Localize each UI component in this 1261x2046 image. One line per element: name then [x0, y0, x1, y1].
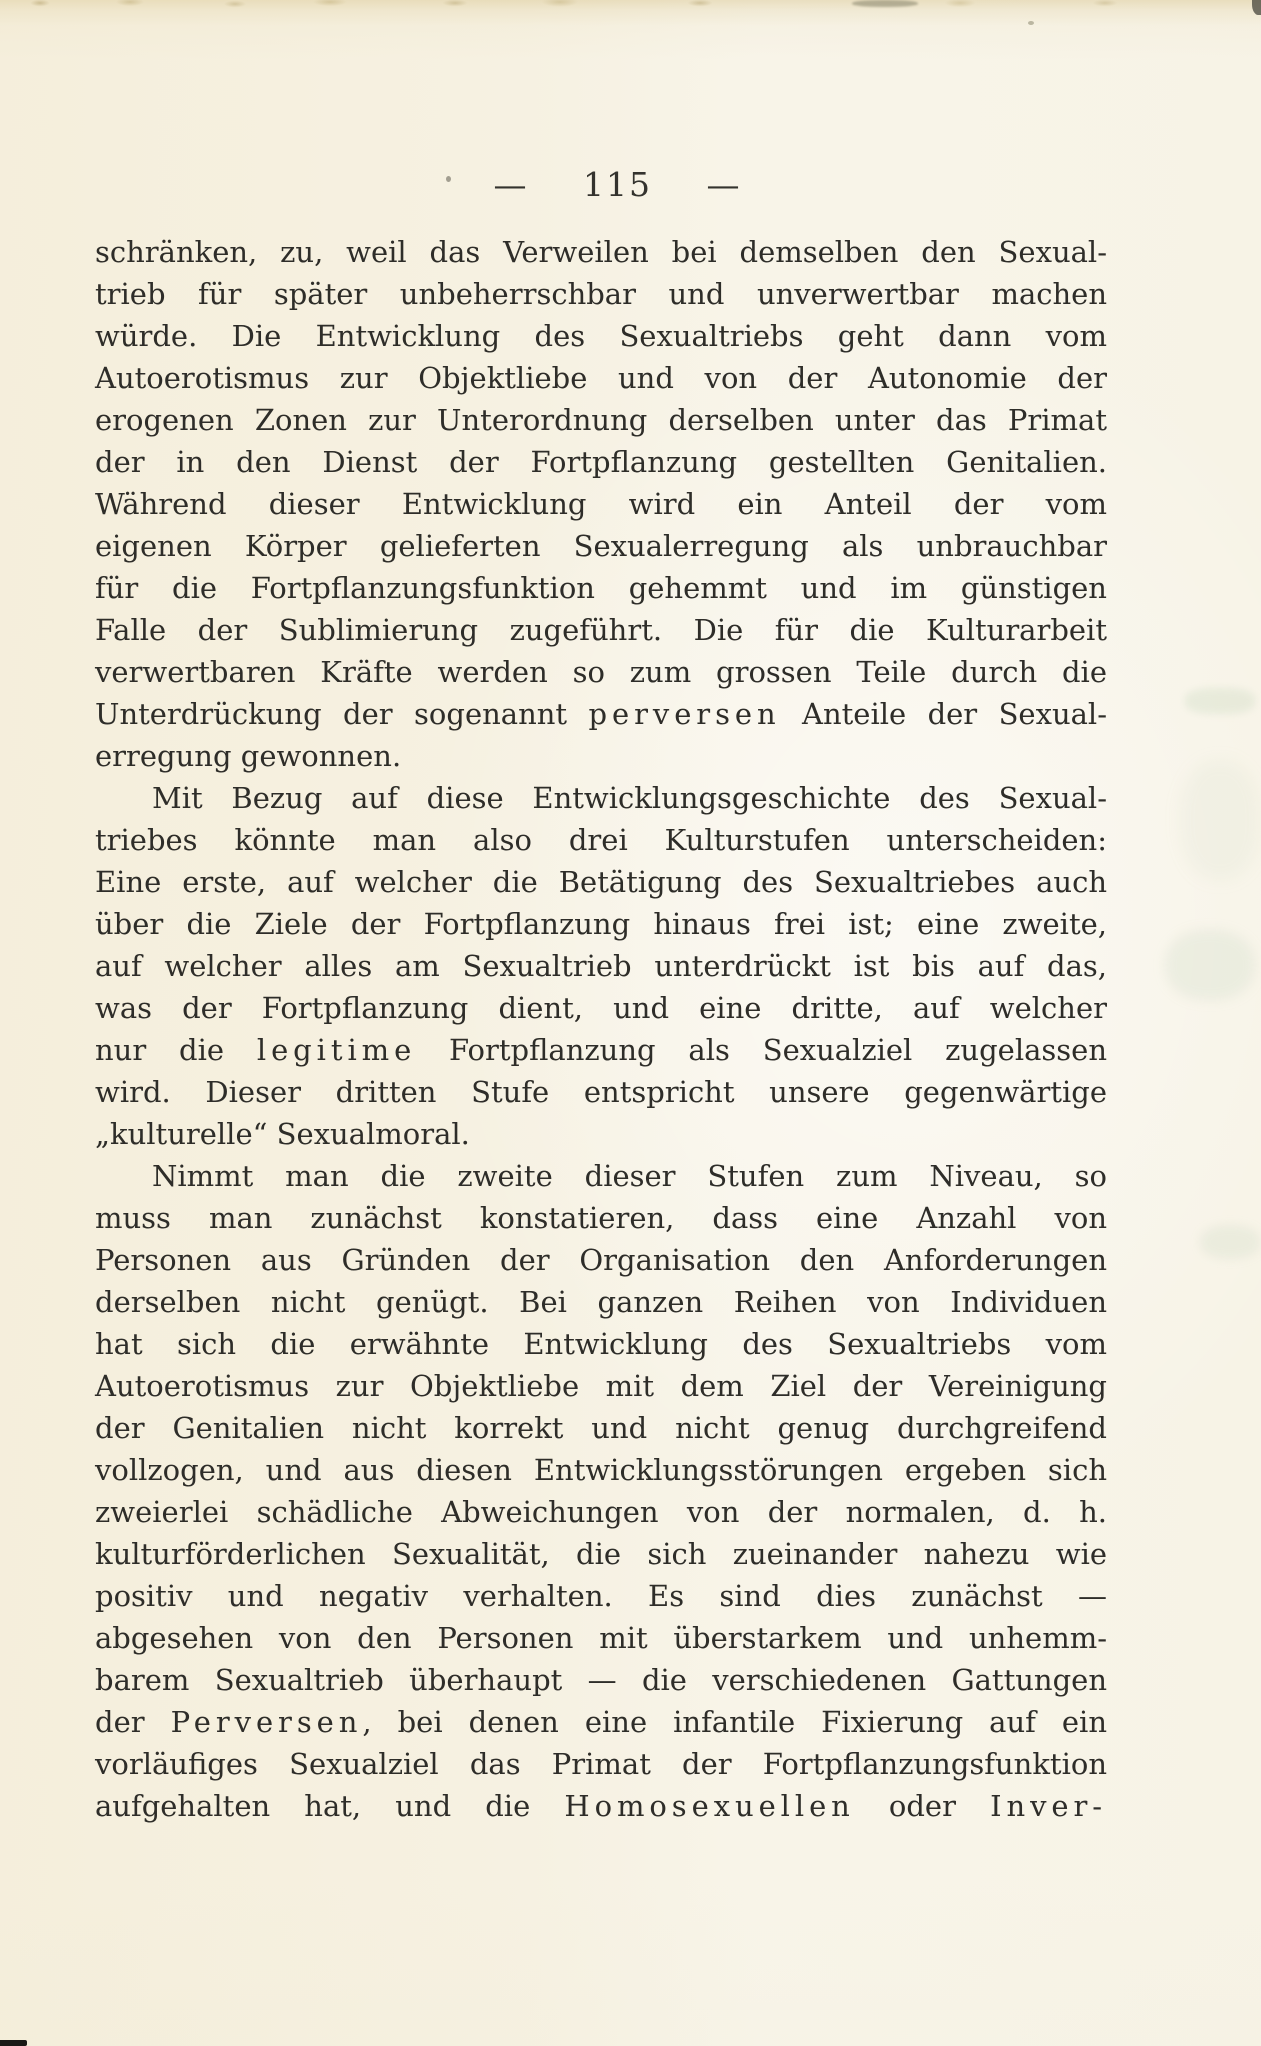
text-line	[95, 1449, 1107, 1491]
letterspaced-word: perversen	[588, 697, 781, 731]
text-segment: würde. Die Entwicklung des Sexualtriebs geht dann vom	[95, 319, 1107, 353]
text-line	[95, 1743, 1107, 1785]
text-segment: Autoerotismus zur Objektliebe mit dem Ziel der Vereinigung	[95, 1369, 1107, 1403]
text-segment: positiv und negativ verhalten. Es sind dies zunächst —	[95, 1579, 1107, 1613]
scan-mark-top-right	[1252, 0, 1261, 15]
text-line	[95, 1281, 1107, 1323]
text-segment: abgesehen von den Personen mit überstarkem und unhemm-	[95, 1621, 1107, 1655]
text-segment: der in den Dienst der Fortpflanzung gestellten Genitalien.	[95, 445, 1107, 479]
text-line	[95, 315, 1107, 357]
text-line	[95, 735, 1107, 777]
text-line	[95, 1407, 1107, 1449]
text-line	[95, 1701, 1107, 1743]
text-line	[95, 987, 1107, 1029]
text-line	[95, 1071, 1107, 1113]
text-line	[95, 945, 1107, 987]
text-line	[95, 483, 1107, 525]
text-segment: Anteile der Sexual-	[780, 697, 1107, 731]
text-segment: erregung gewonnen.	[95, 739, 402, 773]
text-line	[95, 273, 1107, 315]
text-segment: Personen aus Gründen der Organisation den Anforderungen	[95, 1243, 1107, 1277]
text-segment: Während dieser Entwicklung wird ein Anteil der vom	[95, 487, 1107, 521]
scan-green-bleed	[1180, 760, 1260, 880]
text-line	[95, 1113, 1107, 1155]
page-number: — 115 —	[493, 165, 742, 204]
letterspaced-word: legitime	[256, 1033, 417, 1067]
text-line	[95, 1029, 1107, 1071]
text-segment: über die Ziele der Fortpflanzung hinaus frei ist; eine zweite,	[95, 907, 1107, 941]
text-line	[95, 399, 1107, 441]
text-segment: Falle der Sublimierung zugeführt. Die für die Kulturarbeit	[95, 613, 1107, 647]
text-line	[95, 693, 1107, 735]
text-segment: Nimmt man die zweite dieser Stufen zum Niveau, so	[152, 1159, 1107, 1193]
letterspaced-word: Perversen	[170, 1705, 363, 1739]
text-line	[95, 1365, 1107, 1407]
text-segment: muss man zunächst konstatieren, dass eine Anzahl von	[95, 1201, 1107, 1235]
text-segment: schränken, zu, weil das Verweilen bei demselben den Sexual-	[95, 235, 1107, 269]
text-segment: trieb für später unbeherrschbar und unverwertbar machen	[95, 277, 1107, 311]
text-segment: „kulturelle“ Sexualmoral.	[95, 1117, 470, 1151]
text-segment: zweierlei schädliche Abweichungen von der normalen, d. h.	[95, 1495, 1107, 1529]
scan-green-bleed	[1200, 1225, 1260, 1259]
text-segment: Unterdrückung der sogenannt	[95, 697, 589, 731]
text-line	[95, 1533, 1107, 1575]
scan-smudge-top	[852, 0, 918, 7]
text-segment: derselben nicht genügt. Bei ganzen Reihen von Individuen	[95, 1285, 1107, 1319]
text-line	[95, 567, 1107, 609]
text-line	[95, 609, 1107, 651]
text-segment: der	[95, 1705, 171, 1739]
scan-green-bleed	[1185, 688, 1255, 714]
text-line	[95, 1239, 1107, 1281]
text-segment: hat sich die erwähnte Entwicklung des Sexualtriebs vom	[95, 1327, 1107, 1361]
text-line	[95, 1197, 1107, 1239]
letterspaced-word: Homosexuellen	[564, 1789, 855, 1823]
text-line	[95, 1785, 1107, 1827]
text-line	[95, 357, 1107, 399]
scan-speck	[1028, 21, 1034, 25]
text-line	[95, 1575, 1107, 1617]
text-segment: auf welcher alles am Sexualtrieb unterdrückt ist bis auf das,	[95, 949, 1107, 983]
text-line	[95, 1155, 1107, 1197]
text-segment: erogenen Zonen zur Unterordnung derselben unter das Primat	[95, 403, 1107, 437]
text-segment: nur die	[95, 1033, 257, 1067]
scan-green-bleed	[1165, 930, 1255, 1000]
text-segment: vorläufiges Sexualziel das Primat der Fortpflanzungsfunktion	[95, 1747, 1107, 1781]
text-line	[95, 1323, 1107, 1365]
text-segment: vollzogen, und aus diesen Entwicklungsstörungen ergeben sich	[95, 1453, 1107, 1487]
text-line	[95, 441, 1107, 483]
text-line	[95, 1617, 1107, 1659]
text-segment: der Genitalien nicht korrekt und nicht genug durchgreifend	[95, 1411, 1107, 1445]
text-segment: oder	[854, 1789, 991, 1823]
text-segment: eigenen Körper gelieferten Sexualerregung als unbrauchbar	[95, 529, 1107, 563]
scan-top-edge-speckle	[0, 0, 1261, 18]
text-segment: verwertbaren Kräfte werden so zum grossen Teile durch die	[95, 655, 1107, 689]
letterspaced-word: Inver-	[990, 1789, 1107, 1823]
text-segment: Mit Bezug auf diese Entwicklungsgeschichte des Sexual-	[152, 781, 1107, 815]
text-line	[95, 1659, 1107, 1701]
body-text	[95, 231, 1107, 1827]
text-line	[95, 903, 1107, 945]
text-segment: aufgehalten hat, und die	[95, 1789, 565, 1823]
text-line	[95, 651, 1107, 693]
text-line	[95, 777, 1107, 819]
text-segment: kulturförderlichen Sexualität, die sich zueinander nahezu wie	[95, 1537, 1107, 1571]
text-segment: Autoerotismus zur Objektliebe und von der Autonomie der	[95, 361, 1107, 395]
text-segment: für die Fortpflanzungsfunktion gehemmt und im günstigen	[95, 571, 1107, 605]
text-line	[95, 1491, 1107, 1533]
text-line	[95, 819, 1107, 861]
text-segment: triebes könnte man also drei Kulturstufen unterscheiden:	[95, 823, 1107, 857]
text-segment: barem Sexualtrieb überhaupt — die verschiedenen Gattungen	[95, 1663, 1107, 1697]
text-line	[95, 861, 1107, 903]
text-segment: , bei denen eine infantile Fixierung auf ein	[362, 1705, 1107, 1739]
text-line	[95, 525, 1107, 567]
text-segment: Eine erste, auf welcher die Betätigung des Sexualtriebes auch	[95, 865, 1107, 899]
text-segment: Fortpflanzung als Sexualziel zugelassen	[416, 1033, 1107, 1067]
text-segment: was der Fortpflanzung dient, und eine dritte, auf welcher	[95, 991, 1107, 1025]
text-segment: wird. Dieser dritten Stufe entspricht unsere gegenwärtige	[95, 1075, 1107, 1109]
text-line	[95, 231, 1107, 273]
scan-mark-bottom-left	[0, 2040, 27, 2046]
